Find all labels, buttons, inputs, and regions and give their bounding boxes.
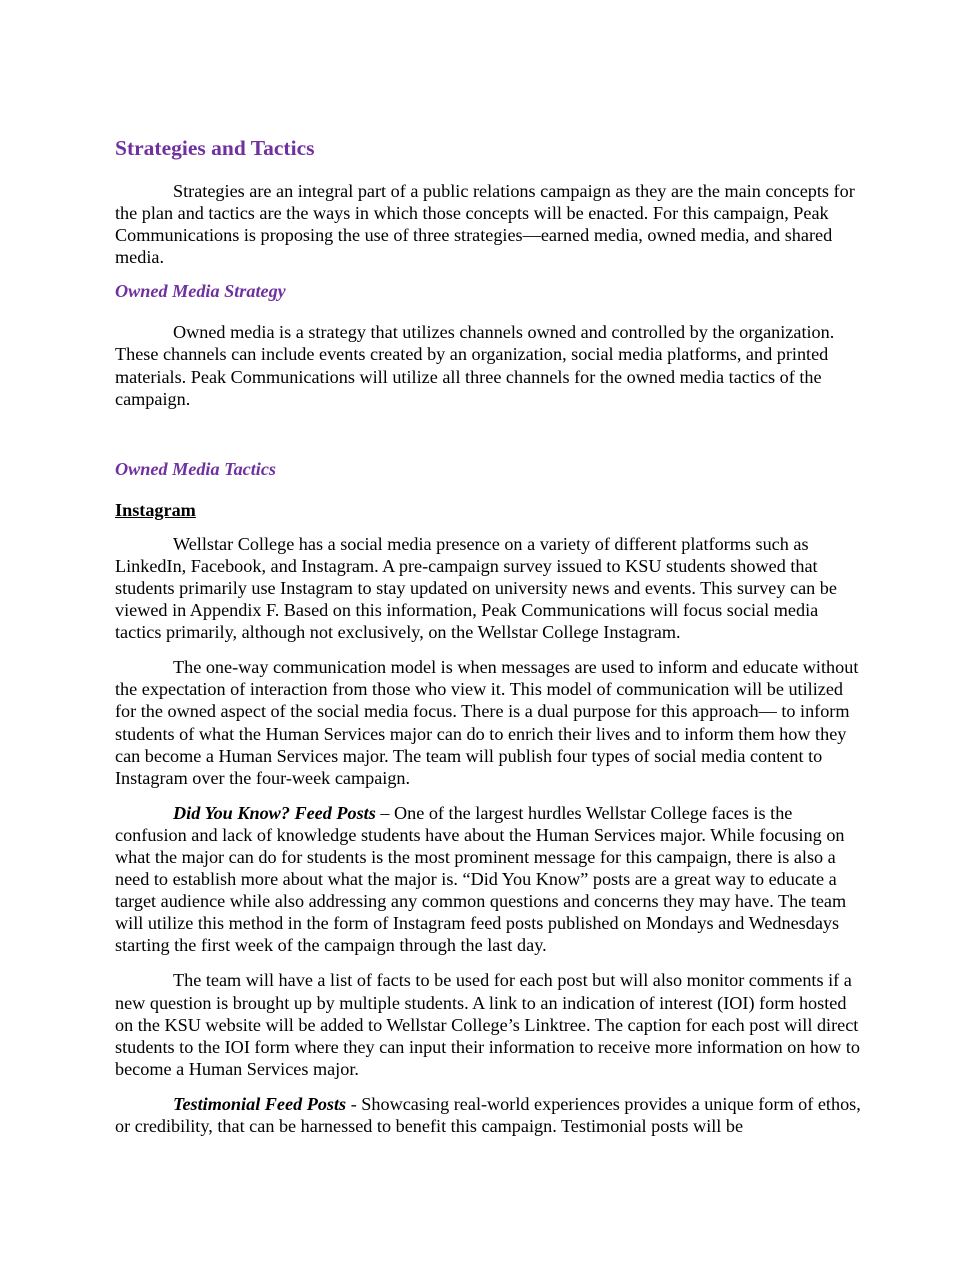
paragraph-testimonial <box>115 1093 865 1137</box>
testimonial-body: - Showcasing real-world experiences provides a unique form of ethos, or credibility, that can be harnessed to benefit this campaign. Testimonial posts will be <box>115 1093 861 1136</box>
paragraph-owned-media-definition: Owned media is a strategy that utilizes channels owned and controlled by the organization. These channels can include events created by an organization, social media platforms, and printed materials. Peak Communications will utilize all three channels for the owned media tactics of the campaign. <box>115 322 835 409</box>
document-page <box>115 134 865 1137</box>
paragraph-instagram-presence: Wellstar College has a social media presence on a variety of different platforms such as LinkedIn, Facebook, and Instagram. A pre-campaign survey issued to KSU students showed that students primarily use Instagram to stay updated on university news and events. This survey can be viewed in Appendix F. Based on this information, Peak Communications will focus social media tactics primarily, although not exclusively, on the Wellstar College Instagram. <box>115 533 837 643</box>
heading-strategies-and-tactics: Strategies and Tactics <box>115 136 315 160</box>
paragraph-facts-list: The team will have a list of facts to be used for each post but will also monitor comments if a new question is brought up by multiple students. A link to an indication of interest (IOI) form hosted on the KSU website will be added to Wellstar College’s Linktree. The caption for each post will direct students to the IOI form where they can input their information to receive more information on how to become a Human Services major. <box>115 970 860 1079</box>
paragraph-one-way-model: The one-way communication model is when messages are used to inform and educate without the expectation of interaction from those who view it. This model of communication will be utilized for the owned aspect of the social media focus. There is a dual purpose for this approach— to inform students of what the Human Services major can do to enrich their lives and to inform them how they can become a Human Services major. The team will publish four types of social media content to Instagram over the four-week campaign. <box>115 657 859 788</box>
paragraph-did-you-know <box>115 802 865 957</box>
heading-owned-media-tactics: Owned Media Tactics <box>115 458 276 479</box>
did-you-know-label: Did You Know? Feed Posts <box>173 802 376 823</box>
heading-instagram: Instagram <box>115 499 196 520</box>
paragraph-strategies-intro: Strategies are an integral part of a public relations campaign as they are the main concepts for the plan and tactics are the ways in which those concepts will be enacted. For this campaign, Peak Communications is proposing the use of three strategies—earned media, owned media, and shared media. <box>115 181 855 268</box>
testimonial-label: Testimonial Feed Posts <box>173 1093 347 1114</box>
did-you-know-body: – One of the largest hurdles Wellstar College faces is the confusion and lack of knowledge students have about the Human Services major. While focusing on what the major can do for students is the most prominent message for this campaign, there is also a need to establish more about what the major is. “Did You Know” posts are a great way to educate a target audience while also addressing any common questions and concerns they may have. The team will utilize this method in the form of Instagram feed posts published on Mondays and Wednesdays starting the first week of the campaign through the last day. <box>115 802 847 956</box>
heading-owned-media-strategy: Owned Media Strategy <box>115 281 286 302</box>
